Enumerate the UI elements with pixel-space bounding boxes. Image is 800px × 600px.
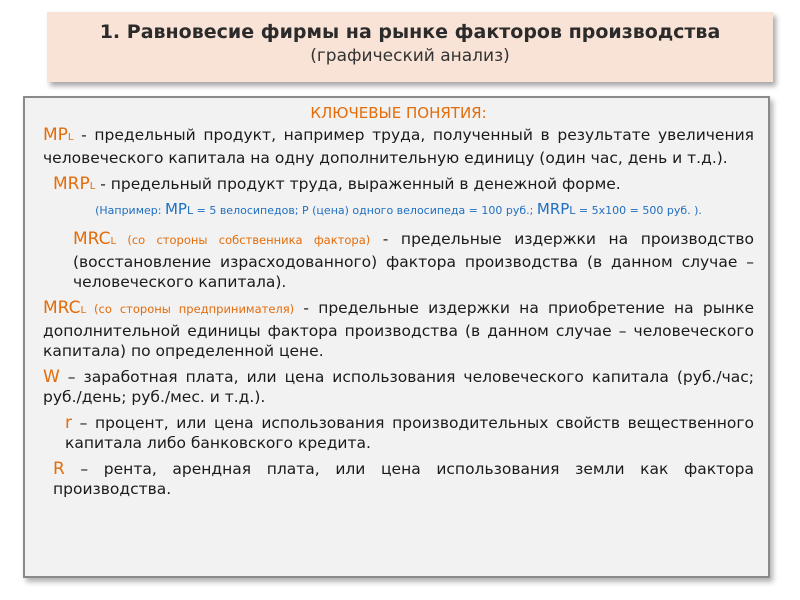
term-mrp-sub: L (89, 181, 96, 192)
example-term-mp-sub: L (186, 204, 194, 217)
example-term-mrp: MRP (536, 200, 570, 218)
key-concepts-heading: КЛЮЧЕВЫЕ ПОНЯТИЯ: (310, 104, 487, 122)
definition-r (43, 413, 754, 453)
title-text: Равновесие фирмы на рынке факторов производства (126, 21, 721, 43)
term-mp: MP (43, 125, 68, 145)
title-banner (47, 12, 773, 82)
definition-mrcl-owner (43, 229, 754, 292)
example-mp-value: = 5 велосипедов; (193, 204, 303, 217)
slide-subtitle: (графический анализ) (310, 46, 510, 66)
definition-mrpl (43, 174, 754, 197)
term-mp-sub: L (67, 132, 74, 143)
example-term-mp: MP (164, 200, 187, 218)
example-term-mrp-sub: L (569, 204, 576, 217)
term-mrc-2-sub: L (80, 305, 87, 316)
definition-rent (43, 459, 754, 499)
title-number: 1. (99, 21, 121, 43)
definition-mrcl-entrepreneur (43, 298, 754, 361)
term-mrc: MRC (73, 229, 111, 249)
entrepreneur-note: (со стороны предпринимателя) (86, 302, 295, 316)
term-mrc-2: MRC (43, 298, 81, 318)
term-r: r (65, 413, 72, 433)
definition-mpl-text: - предельный продукт, например труда, полученный в результате увеличения человеческого капитала на одну дополнительную единицу (один час, день и т.д.). (43, 126, 754, 167)
example-price: Р (цена) одного велосипеда = 100 руб.; (302, 204, 537, 217)
example-note (43, 199, 754, 221)
owner-note: (со стороны собственника фактора) (116, 233, 371, 247)
definition-rent-text: – рента, арендная плата, или цена использования земли как фактора производства. (53, 460, 754, 498)
definition-mpl (43, 125, 754, 168)
term-mrp: MRP (53, 174, 90, 194)
definition-w (43, 367, 754, 407)
definition-w-text: – заработная плата, или цена использования человеческого капитала (руб./час; руб./день; руб./мес. и т.д.). (43, 368, 754, 406)
definition-mrpl-text: - предельный продукт труда, выраженный в денежной форме. (95, 175, 621, 193)
term-rent: R (53, 459, 65, 479)
example-open: (Например: (95, 204, 165, 217)
definition-mrcl-owner-text: - предельные издержки на производство (восстановление израсходованного) фактора производства (в данном случае – человеческого капитала). (73, 230, 754, 291)
slide-title (47, 21, 773, 43)
definition-r-text: – процент, или цена использования производительных свойств вещественного капитала либо банковского кредита. (65, 414, 754, 452)
term-mrc-sub: L (110, 236, 117, 247)
definition-mrcl-entrepreneur-text: - предельные издержки на приобретение на рынке дополнительной единицы фактора производства (в данном случае – человеческого капитала) по определенной цене. (43, 299, 754, 360)
key-concepts-panel (23, 96, 770, 578)
example-mrp-value: = 5х100 = 500 руб. ). (575, 204, 702, 217)
term-w: W (43, 367, 60, 387)
